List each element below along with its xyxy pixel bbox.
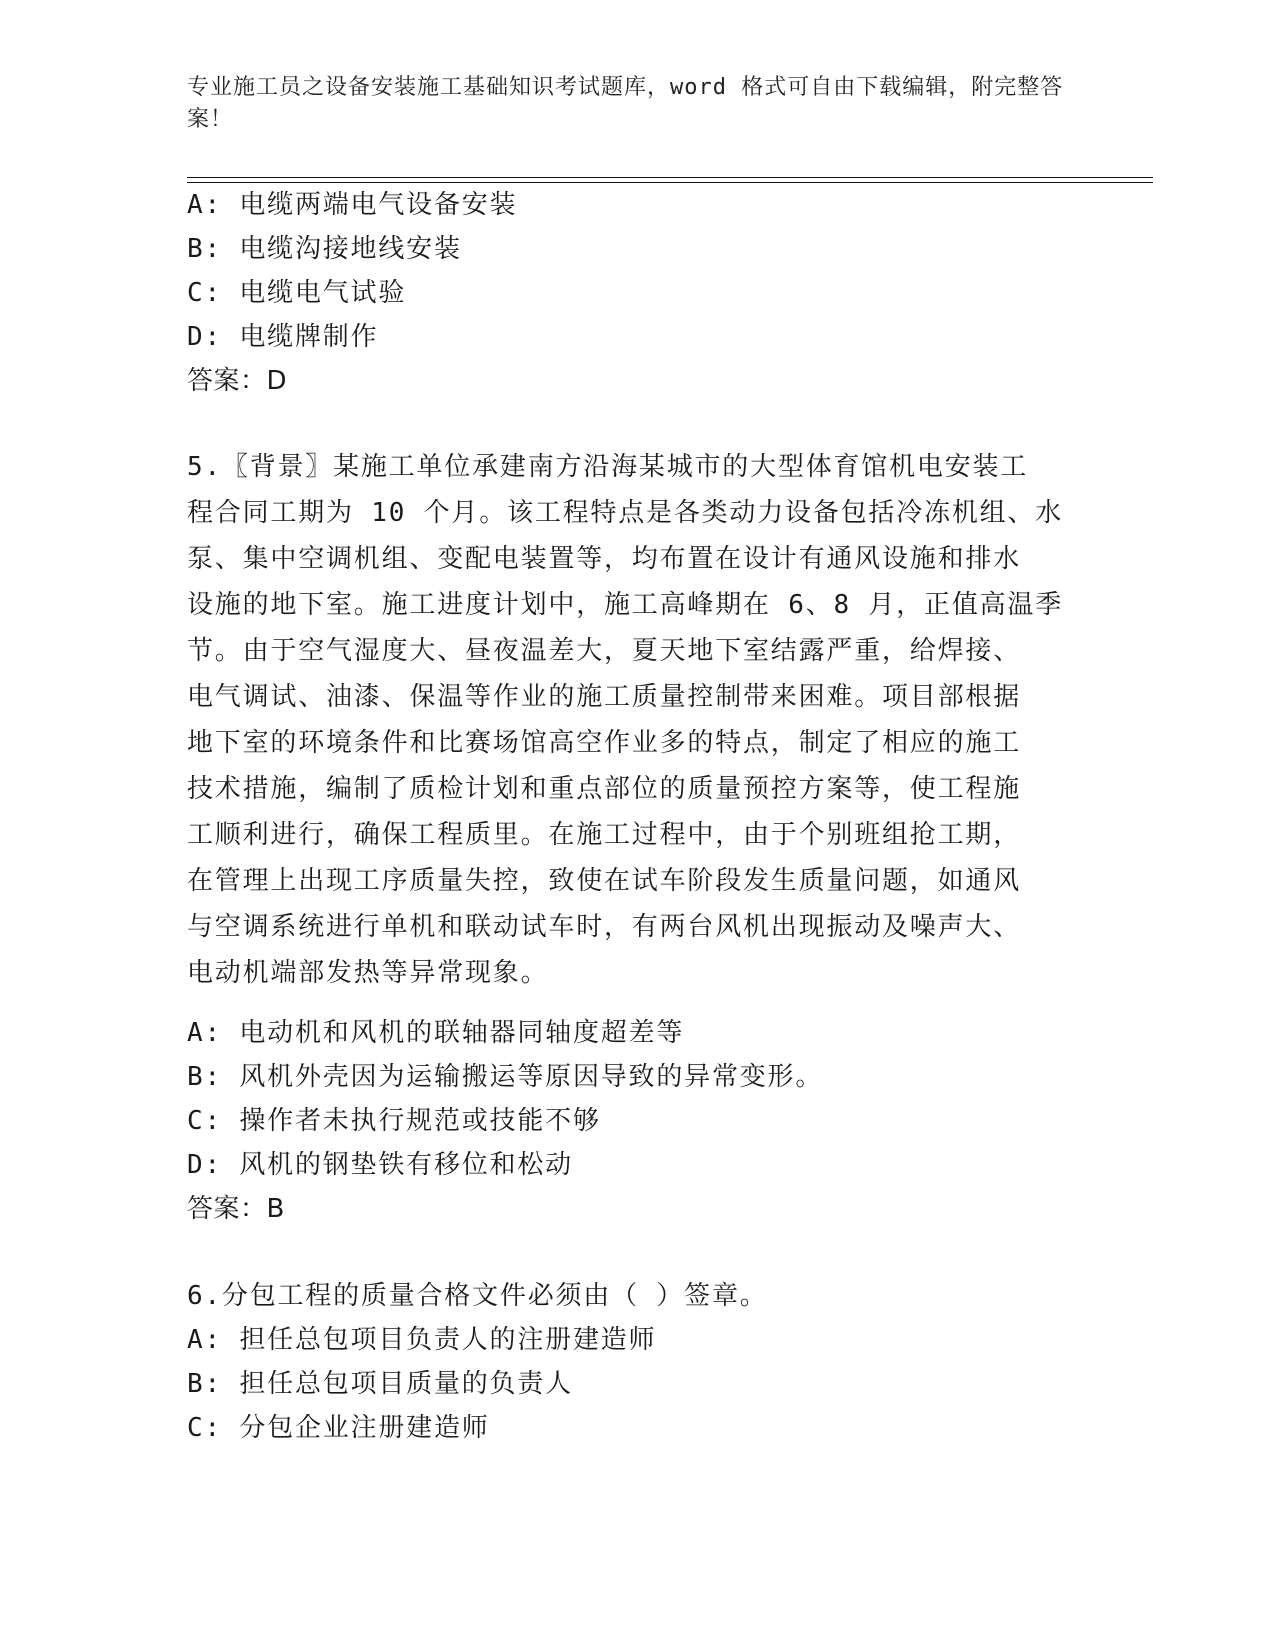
header-divider-top <box>187 177 1153 178</box>
q5-stem-line: 程合同工期为 10 个月。该工程特点是各类动力设备包括冷冻机组、水 <box>187 498 1064 528</box>
q5-stem-line: 电气调试、油漆、保温等作业的施工质量控制带来困难。项目部根据 <box>187 682 1022 712</box>
q5-stem-line: 泵、集中空调机组、变配电装置等，均布置在设计有通风设施和排水 <box>187 544 1022 574</box>
q5-option-b: B: 风机外壳因为运输搬运等原因导致的异常变形。 <box>187 1062 824 1092</box>
q6-option-b: B: 担任总包项目质量的负责人 <box>187 1369 573 1399</box>
document-header: 专业施工员之设备安装施工基础知识考试题库，word 格式可自由下载编辑，附完整答案！ <box>187 75 1064 132</box>
q6-stem: 6.分包工程的质量合格文件必须由（ ）签章。 <box>187 1281 768 1311</box>
q4-option-c: C: 电缆电气试验 <box>187 278 407 308</box>
q5-answer: 答案：B <box>187 1194 285 1224</box>
q6-option-c: C: 分包企业注册建造师 <box>187 1413 490 1443</box>
q6-option-a: A: 担任总包项目负责人的注册建造师 <box>187 1325 657 1355</box>
q4-option-d: D: 电缆牌制作 <box>187 322 379 352</box>
q5-stem-line: 与空调系统进行单机和联动试车时，有两台风机出现振动及噪声大、 <box>187 912 1022 942</box>
q5-stem-line: 在管理上出现工序质量失控，致使在试车阶段发生质量问题，如通风 <box>187 866 1022 896</box>
q5-stem-line: 设施的地下室。施工进度计划中，施工高峰期在 6、8 月，正值高温季 <box>187 590 1064 620</box>
q4-option-a: A: 电缆两端电气设备安装 <box>187 190 518 220</box>
q5-stem-line: 工顺利进行，确保工程质里。在施工过程中，由于个别班组抢工期， <box>187 820 1022 850</box>
q5-stem-line: 5.〖背景〗某施工单位承建南方沿海某城市的大型体育馆机电安装工 <box>187 452 1029 482</box>
q5-stem-line: 技术措施，编制了质检计划和重点部位的质量预控方案等，使工程施 <box>187 774 1022 804</box>
q5-stem-line: 节。由于空气湿度大、昼夜温差大，夏天地下室结露严重，给焊接、 <box>187 636 1022 666</box>
q5-stem-line: 地下室的环境条件和比赛场馆高空作业多的特点，制定了相应的施工 <box>187 728 1022 758</box>
q5-stem <box>187 444 1087 996</box>
q5-option-d: D: 风机的钢垫铁有移位和松动 <box>187 1150 573 1180</box>
q5-stem-line: 电动机端部发热等异常现象。 <box>187 958 549 988</box>
q4-option-b: B: 电缆沟接地线安装 <box>187 234 462 264</box>
q5-option-a: A: 电动机和风机的联轴器同轴度超差等 <box>187 1018 685 1048</box>
q5-option-c: C: 操作者未执行规范或技能不够 <box>187 1106 601 1136</box>
q4-answer: 答案：D <box>187 366 288 396</box>
